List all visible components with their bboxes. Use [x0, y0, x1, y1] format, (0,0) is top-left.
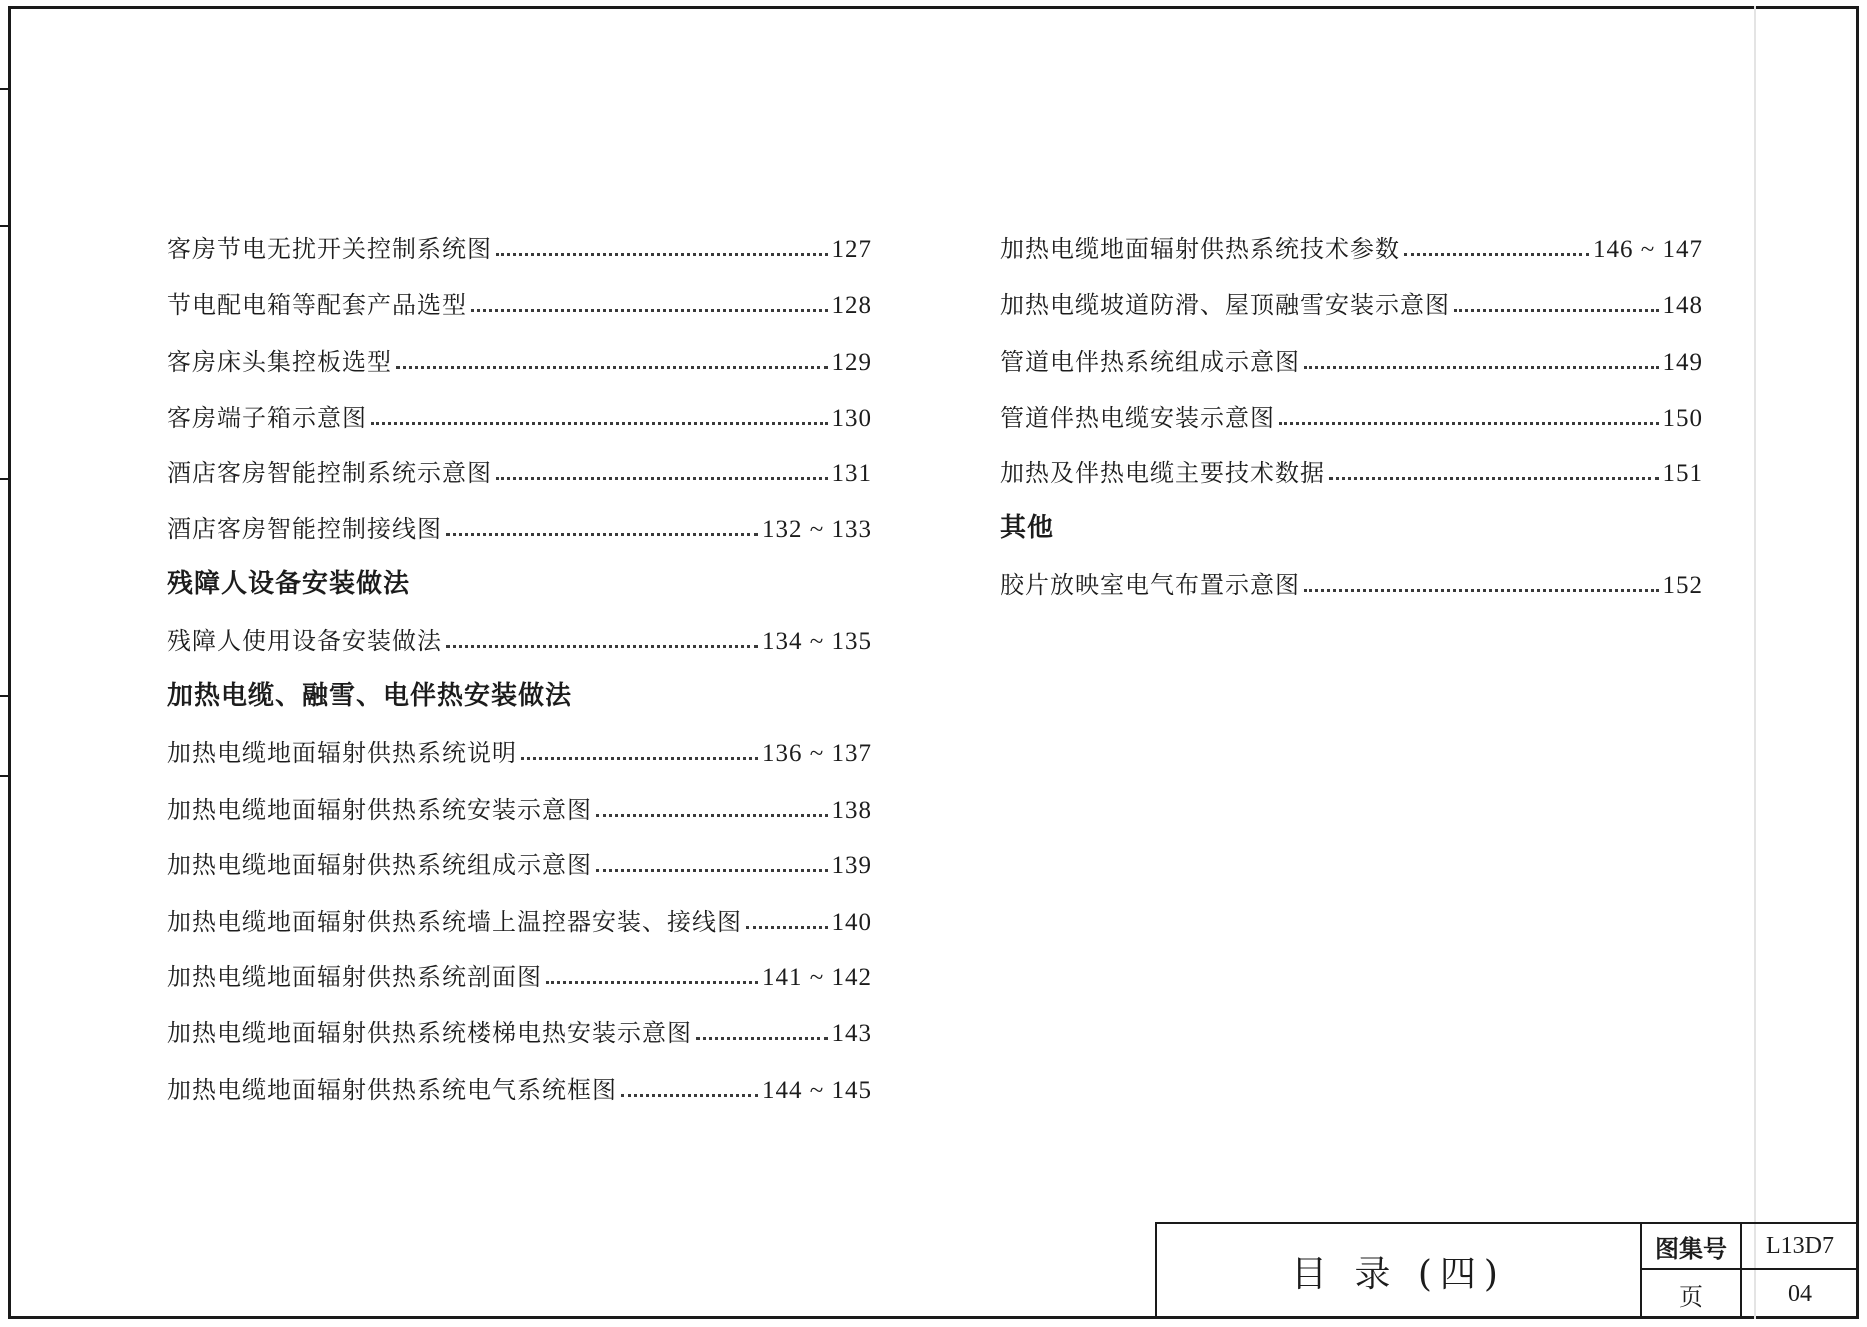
toc-entry-title: 节电配电箱等配套产品选型: [167, 291, 467, 319]
section-heading: 残障人设备安装做法: [167, 569, 411, 599]
toc-entry-title: 加热及伴热电缆主要技术数据: [1000, 459, 1325, 487]
dot-leader: [371, 422, 828, 425]
toc-entry-page: 149: [1662, 349, 1703, 376]
toc-entry[interactable]: [1000, 444, 1703, 488]
toc-entry[interactable]: [1000, 276, 1703, 320]
toc-entry-title: 加热电缆地面辐射供热系统剖面图: [167, 963, 542, 991]
toc-entry-title: 客房床头集控板选型: [167, 348, 392, 376]
toc-entry-title: 加热电缆地面辐射供热系统技术参数: [1000, 235, 1400, 263]
section-heading: 加热电缆、融雪、电伴热安装做法: [167, 681, 573, 711]
dot-leader: [1329, 477, 1659, 480]
toc-entry-title: 加热电缆地面辐射供热系统安装示意图: [167, 796, 592, 824]
dot-leader: [496, 477, 828, 480]
toc-entry-title: 酒店客房智能控制接线图: [167, 515, 442, 543]
toc-entry-page: 134 ~ 135: [761, 628, 872, 655]
dot-leader: [1404, 253, 1589, 256]
toc-entry[interactable]: [1000, 220, 1703, 264]
dot-leader: [1304, 589, 1659, 592]
toc-entry-page: 143: [831, 1020, 872, 1047]
title-block: [1155, 1222, 1859, 1319]
toc-entry-title: 残障人使用设备安装做法: [167, 627, 442, 655]
dot-leader: [471, 309, 828, 312]
toc-entry[interactable]: [167, 333, 872, 377]
gutter-tick: [0, 88, 8, 90]
toc-entry-page: 131: [831, 460, 872, 487]
toc-entry-title: 管道电伴热系统组成示意图: [1000, 348, 1300, 376]
toc-entry[interactable]: [1000, 389, 1703, 433]
gutter-tick: [0, 478, 8, 480]
dot-leader: [396, 366, 828, 369]
toc-entry-page: 129: [831, 349, 872, 376]
toc-entry-page: 152: [1662, 572, 1703, 599]
toc-entry-page: 139: [831, 852, 872, 879]
toc-entry[interactable]: [167, 389, 872, 433]
dot-leader: [1279, 422, 1659, 425]
toc-entry[interactable]: [167, 1061, 872, 1105]
toc-entry-title: 加热电缆地面辐射供热系统组成示意图: [167, 851, 592, 879]
binding-margin-rule: [1754, 6, 1756, 1319]
toc-entry-title: 加热电缆地面辐射供热系统墙上温控器安装、接线图: [167, 908, 742, 936]
toc-entry-page: 150: [1662, 405, 1703, 432]
dot-leader: [696, 1037, 828, 1040]
toc-entry[interactable]: [167, 276, 872, 320]
toc-entry[interactable]: [167, 612, 872, 656]
toc-entry-page: 132 ~ 133: [761, 516, 872, 543]
toc-entry-title: 客房端子箱示意图: [167, 404, 367, 432]
toc-entry-page: 148: [1662, 292, 1703, 319]
toc-entry-page: 128: [831, 292, 872, 319]
toc-entry[interactable]: [167, 836, 872, 880]
toc-entry-title: 管道伴热电缆安装示意图: [1000, 404, 1275, 432]
toc-entry[interactable]: [167, 781, 872, 825]
dot-leader: [521, 757, 758, 760]
toc-entry-title: 加热电缆坡道防滑、屋顶融雪安装示意图: [1000, 291, 1450, 319]
dot-leader: [1454, 309, 1659, 312]
toc-entry-title: 加热电缆地面辐射供热系统楼梯电热安装示意图: [167, 1019, 692, 1047]
drawing-frame: [8, 6, 1859, 1319]
dot-leader: [746, 926, 828, 929]
toc-entry-title: 酒店客房智能控制系统示意图: [167, 459, 492, 487]
toc-entry[interactable]: [1000, 556, 1703, 600]
gutter-tick: [0, 695, 8, 697]
gutter-tick: [0, 225, 8, 227]
toc-entry[interactable]: [167, 444, 872, 488]
toc-entry-page: 127: [831, 236, 872, 263]
toc-entry-title: 加热电缆地面辐射供热系统说明: [167, 739, 517, 767]
section-heading: 其他: [1000, 513, 1055, 543]
dot-leader: [446, 533, 758, 536]
toc-entry[interactable]: [1000, 333, 1703, 377]
toc-entry-page: 138: [831, 797, 872, 824]
dot-leader: [496, 253, 828, 256]
toc-entry-title: 加热电缆地面辐射供热系统电气系统框图: [167, 1076, 617, 1104]
toc-entry[interactable]: [167, 500, 872, 544]
toc-entry[interactable]: [167, 724, 872, 768]
gutter-tick: [0, 775, 8, 777]
toc-entry-page: 141 ~ 142: [761, 964, 872, 991]
dot-leader: [446, 645, 758, 648]
atlas-number-label: 图集号: [1642, 1224, 1742, 1270]
page-number: 04: [1788, 1281, 1812, 1307]
toc-entry-page: 151: [1662, 460, 1703, 487]
toc-entry-page: 130: [831, 405, 872, 432]
toc-entry[interactable]: [167, 948, 872, 992]
dot-leader: [596, 814, 828, 817]
dot-leader: [596, 869, 828, 872]
dot-leader: [546, 981, 758, 984]
toc-entry[interactable]: [167, 1004, 872, 1048]
toc-entry-title: 胶片放映室电气布置示意图: [1000, 571, 1300, 599]
atlas-number: L13D7: [1742, 1224, 1858, 1270]
page-label: 页: [1642, 1270, 1742, 1319]
toc-entry-page: 136 ~ 137: [761, 740, 872, 767]
toc-entry-title: 客房节电无扰开关控制系统图: [167, 235, 492, 263]
dot-leader: [1304, 366, 1659, 369]
toc-entry[interactable]: [167, 220, 872, 264]
dot-leader: [621, 1094, 758, 1097]
sheet-title: 目 录 (四): [1157, 1224, 1642, 1319]
toc-entry-page: 144 ~ 145: [761, 1077, 872, 1104]
toc-entry[interactable]: [167, 893, 872, 937]
toc-entry-page: 140: [831, 909, 872, 936]
toc-entry-page: 146 ~ 147: [1592, 236, 1703, 263]
